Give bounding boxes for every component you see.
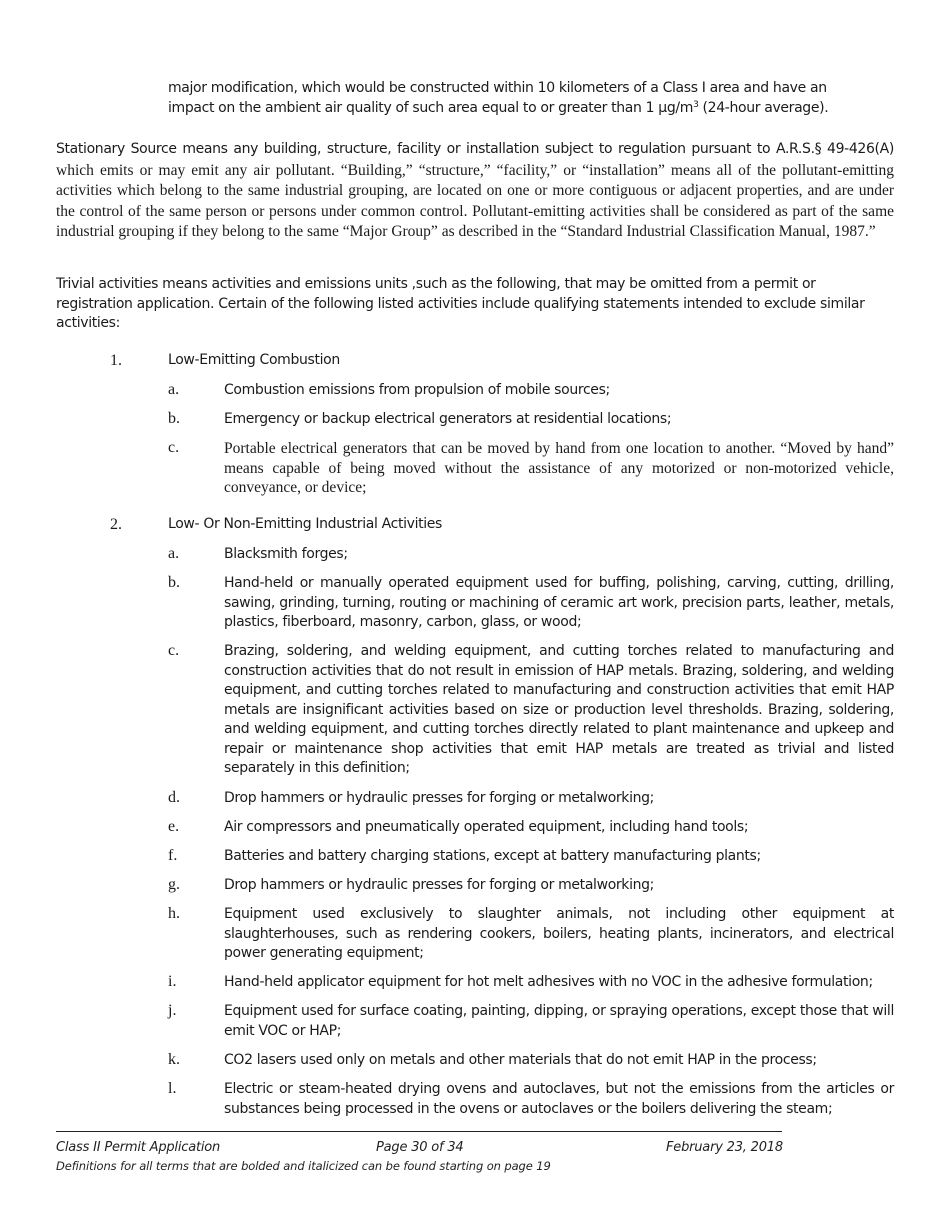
item-letter: e.	[168, 818, 180, 835]
item-letter: b.	[168, 410, 180, 427]
item-text: Combustion emissions from propulsion of mobile sources;	[224, 382, 610, 398]
footer-date: February 23, 2018	[666, 1140, 783, 1155]
stationary-source-term: Stationary Source	[56, 141, 177, 157]
item-letter: g.	[168, 876, 180, 893]
superscript-3: 3	[693, 100, 699, 110]
item-text: Air compressors and pneumatically operated equipment, including hand tools;	[224, 819, 749, 835]
item-text: Hand-held applicator equipment for hot melt adhesives with no VOC in the adhesive formulation;	[224, 974, 873, 990]
list-item	[168, 410, 894, 430]
footer-definitions-note: Definitions for all terms that are bolded and italicized can be found starting on page 19	[56, 1159, 551, 1173]
item-text: Batteries and battery charging stations, except at battery manufacturing plants;	[224, 848, 761, 864]
list-item	[168, 789, 894, 809]
item-text: Brazing, soldering, and welding equipment, and cutting torches related to manufacturing and construction activities that do not result in emission of HAP metals. Brazing, soldering, and welding equipment, and cutting torches related to manufacturing and construction activities that emit HAP metals are insignificant activities based on size or production level thresholds. Brazing, soldering, and welding equipment, and cutting torches directly related to plant maintenance and upkeep and repair or maintenance shop activities that emit HAP metals are treated as trivial and listed separately in this definition;	[224, 643, 894, 776]
stationary-source-lead: means any building, structure, facility or installation subject to regulation pursuant to A.R.S.§ 49-426(A)	[176, 141, 894, 157]
item-text: Blacksmith forges;	[224, 546, 348, 562]
trivial-line-3: activities:	[56, 315, 120, 331]
list-item	[168, 439, 894, 498]
continuation-line-2	[168, 98, 888, 118]
continuation-paragraph	[168, 78, 888, 118]
list-item	[168, 642, 894, 779]
item-text: Electric or steam-heated drying ovens and autoclaves, but not the emissions from the articles or substances being processed in the ovens or autoclaves or the boilers delivering the steam;	[224, 1081, 894, 1117]
continuation-line-2-end: (24-hour average).	[698, 100, 829, 116]
section-2-heading: Low- Or Non-Emitting Industrial Activities	[168, 516, 442, 532]
item-letter: c.	[168, 642, 180, 659]
item-letter: a.	[168, 381, 180, 398]
footer-divider	[56, 1131, 782, 1132]
item-letter: l.	[168, 1080, 177, 1097]
item-text: Portable electrical generators that can be moved by hand from one location to another. “Moved by hand” means capable of being moved without the assistance of any motorized or non-motorized vehicle, conveyance, or device;	[224, 440, 894, 496]
section-1-heading: Low-Emitting Combustion	[168, 352, 340, 368]
item-text: Emergency or backup electrical generators at residential locations;	[224, 411, 672, 427]
list-item	[168, 818, 894, 838]
item-letter: k.	[168, 1051, 180, 1068]
stationary-source-body: which emits or may emit any air pollutant. “Building,” “structure,” “facility,” or “installation” means all of the pollutant-emitting activities which belong to the same industrial grouping, are located on one or more contiguous or adjacent properties, and are under the control of the same person or persons under common control. Pollutant-emitting activities shall be considered as part of the same industrial grouping if they belong to the same “Major Group” as described in the “Standard Industrial Classification Manual, 1987.”	[56, 161, 894, 240]
list-item	[168, 973, 894, 993]
item-letter: a.	[168, 545, 180, 562]
section-2-number: 2.	[110, 516, 122, 533]
list-item	[168, 1080, 894, 1119]
item-letter: c.	[168, 439, 180, 456]
item-letter: j.	[168, 1002, 177, 1019]
item-letter: b.	[168, 574, 180, 591]
trivial-activities-definition	[56, 275, 894, 334]
section-1-number: 1.	[110, 352, 122, 369]
item-text: CO2 lasers used only on metals and other materials that do not emit HAP in the process;	[224, 1052, 817, 1068]
trivial-line-1: Trivial activities means activities and emissions units ,such as the following, that may be omitted from a permit or	[56, 276, 816, 292]
continuation-line-2-text: impact on the ambient air quality of such area equal to or greater than 1 µg/m	[168, 100, 694, 116]
item-text: Drop hammers or hydraulic presses for forging or metalworking;	[224, 877, 655, 893]
stationary-source-definition	[56, 138, 894, 242]
continuation-line-1: major modification, which would be constructed within 10 kilometers of a Class I area and have an	[168, 80, 827, 96]
item-letter: h.	[168, 905, 180, 922]
list-item	[168, 381, 894, 401]
item-letter: d.	[168, 789, 180, 806]
footer-document-title: Class II Permit Application	[56, 1140, 221, 1155]
item-text: Drop hammers or hydraulic presses for forging or metalworking;	[224, 790, 655, 806]
item-text: Equipment used for surface coating, painting, dipping, or spraying operations, except those that will emit VOC or HAP;	[224, 1003, 894, 1039]
item-text: Equipment used exclusively to slaughter animals, not including other equipment at slaughterhouses, such as rendering cookers, boilers, heating plants, incinerators, and electrical power generating equipment;	[224, 906, 894, 961]
trivial-line-2: registration application. Certain of the following listed activities include qualifying statements intended to exclude similar	[56, 295, 865, 312]
list-item	[168, 905, 894, 964]
list-item	[168, 847, 894, 867]
item-text: Hand-held or manually operated equipment used for buffing, polishing, carving, cutting, drilling, sawing, grinding, turning, routing or machining of ceramic art work, precision parts, leather, metals, plastics, fiberboard, masonry, carbon, glass, or wood;	[224, 575, 894, 630]
item-letter: f.	[168, 847, 178, 864]
list-item	[168, 545, 894, 565]
list-item	[168, 1051, 894, 1071]
item-letter: i.	[168, 973, 177, 990]
list-item	[168, 1002, 894, 1041]
list-item	[168, 876, 894, 896]
footer-page-number: Page 30 of 34	[376, 1140, 464, 1155]
list-item	[168, 574, 894, 633]
